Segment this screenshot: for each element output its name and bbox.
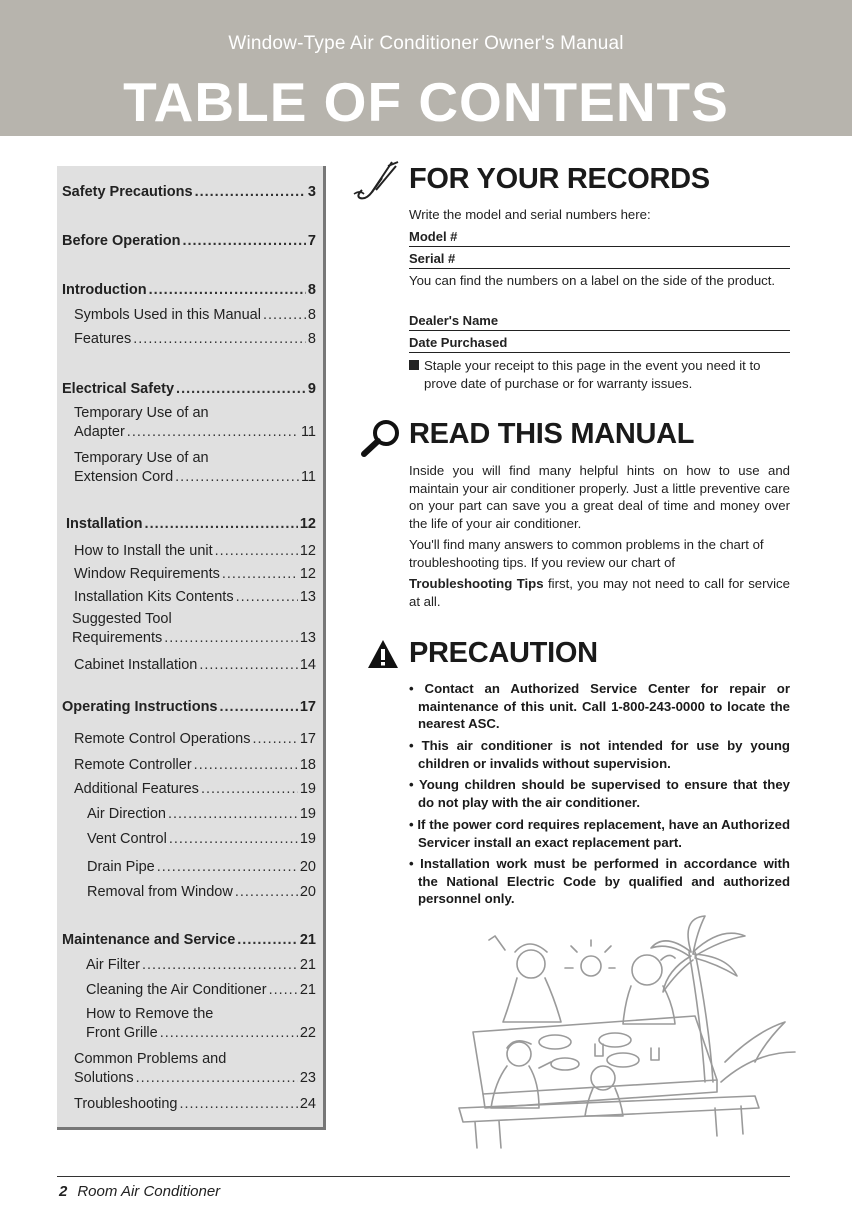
date-purchased-field: Date Purchased [409, 335, 790, 353]
precaution-title: PRECAUTION [409, 637, 598, 669]
toc-entry[interactable] [74, 757, 316, 773]
toc-entry-label-line [86, 1006, 213, 1022]
toc-entry-label: Symbols Used in this Manual [74, 307, 261, 323]
staple-text: Staple your receipt to this page in the event you need it to prove date of purchase or for warranty issues. [424, 358, 761, 391]
toc-entry-label: Front Grille [86, 1025, 158, 1041]
label-note: You can find the numbers on a label on the side of the product. [409, 273, 776, 288]
toc-entry-label-line [72, 611, 172, 627]
toc-entry-label: Requirements [72, 630, 163, 646]
toc-entry[interactable] [86, 957, 316, 973]
toc-entry-page: 17 [299, 731, 316, 747]
toc-entry-page: 9 [307, 381, 316, 397]
toc-leader-dots [127, 424, 299, 440]
toc-leader-dots [160, 1025, 298, 1041]
toc-entry-page: 3 [307, 184, 316, 200]
page-header [0, 0, 852, 136]
manual-paragraph-2: You'll find many answers to common problems in the chart of troubleshooting tips. If you review our chart of [409, 537, 764, 570]
footer-divider [57, 1176, 790, 1177]
toc-entry[interactable] [74, 731, 316, 747]
records-intro: Write the model and serial numbers here: [409, 207, 651, 222]
toc-leader-dots [237, 932, 298, 948]
toc-entry-page: 21 [299, 957, 316, 973]
toc-entry[interactable] [74, 566, 316, 582]
toc-entry[interactable] [87, 831, 316, 847]
toc-entry[interactable] [62, 184, 316, 200]
manual-subtitle: Window-Type Air Conditioner Owner's Manual [228, 33, 624, 54]
toc-entry[interactable] [74, 1096, 316, 1112]
toc-entry[interactable] [62, 932, 316, 948]
toc-entry-page: 7 [307, 233, 316, 249]
toc-entry[interactable] [62, 699, 316, 715]
toc-entry-page: 21 [299, 982, 316, 998]
precaution-item: • Installation work must be performed in accordance with the National Electric Code by qualified and authorized personnel only. [409, 856, 790, 906]
toc-leader-dots [269, 982, 298, 998]
toc-entry-page: 8 [307, 331, 316, 347]
family-picnic-illustration [455, 912, 800, 1152]
precaution-item: • Contact an Authorized Service Center for repair or maintenance of this unit. Call 1-800-243-0000 to locate the nearest ASC. [409, 681, 790, 731]
toc-leader-dots [195, 184, 306, 200]
toc-entry-label: Vent Control [87, 831, 167, 847]
toc-entry-label: Solutions [74, 1070, 134, 1086]
records-title: FOR YOUR RECORDS [409, 163, 710, 195]
toc-entry[interactable] [74, 781, 316, 797]
toc-entry-page: 8 [307, 307, 316, 323]
toc-leader-dots [168, 806, 298, 822]
toc-entry[interactable] [66, 516, 316, 532]
toc-entry-label: Introduction [62, 282, 147, 298]
toc-leader-dots [169, 831, 298, 847]
toc-entry-label: Installation Kits Contents [74, 589, 234, 605]
toc-leader-dots [235, 884, 298, 900]
toc-entry-label: Extension Cord [74, 469, 174, 485]
toc-entry[interactable] [74, 331, 316, 347]
toc-entry[interactable] [74, 1070, 316, 1086]
toc-entry-label: Additional Features [74, 781, 199, 797]
toc-entry[interactable] [62, 381, 316, 397]
toc-entry[interactable] [74, 424, 316, 440]
toc-entry-label: Electrical Safety [62, 381, 175, 397]
toc-entry[interactable] [87, 859, 316, 875]
model-field: Model # [409, 229, 790, 247]
dealer-field: Dealer's Name [409, 313, 790, 331]
toc-leader-dots [157, 859, 298, 875]
toc-entry-label: How to Install the unit [74, 543, 213, 559]
toc-leader-dots [236, 589, 298, 605]
manual-paragraph-1: Inside you will find many helpful hints on how to use and maintain your air conditioner properly. Just a little preventive care on your part can save you a great deal of time and money over the life of your air conditioner. [409, 463, 790, 531]
toc-entry[interactable] [87, 884, 316, 900]
toc-entry-page: 13 [299, 589, 316, 605]
toc-entry-label-line [74, 405, 209, 421]
toc-leader-dots [263, 307, 306, 323]
toc-entry[interactable] [74, 589, 316, 605]
staple-note [409, 357, 790, 392]
page-title: TABLE OF CONTENTS [123, 71, 729, 133]
toc-leader-dots [164, 630, 298, 646]
toc-entry-label: Air Filter [86, 957, 140, 973]
toc-entry-page: 19 [299, 806, 316, 822]
toc-entry-label: Drain Pipe [87, 859, 155, 875]
toc-entry-page: 19 [299, 781, 316, 797]
toc-entry[interactable] [74, 657, 316, 673]
toc-leader-dots [253, 731, 298, 747]
toc-entry-page: 22 [299, 1025, 316, 1041]
toc-entry-label: Window Requirements [74, 566, 220, 582]
toc-entry-page: 20 [299, 859, 316, 875]
table-of-contents [57, 166, 326, 1130]
toc-leader-dots [222, 566, 298, 582]
toc-leader-dots [220, 699, 298, 715]
toc-entry-page: 12 [299, 516, 316, 532]
toc-entry-label: Cleaning the Air Conditioner [86, 982, 267, 998]
toc-entry[interactable] [74, 307, 316, 323]
toc-entry-label: Common Problems and [74, 1051, 227, 1067]
toc-leader-dots [136, 1070, 298, 1086]
toc-entry-page: 20 [299, 884, 316, 900]
toc-entry-page: 23 [299, 1070, 316, 1086]
toc-entry-label: Troubleshooting [74, 1096, 178, 1112]
toc-entry-page: 13 [299, 630, 316, 646]
toc-entry-label: Temporary Use of an [74, 450, 209, 466]
toc-leader-dots [201, 781, 298, 797]
warning-icon [366, 638, 400, 670]
toc-entry-page: 11 [300, 424, 316, 440]
toc-entry[interactable] [86, 982, 316, 998]
toc-entry-label: Air Direction [87, 806, 166, 822]
toc-entry-label: Temporary Use of an [74, 405, 209, 421]
precaution-item: • This air conditioner is not intended for use by young children or invalids without supervision. [409, 738, 790, 771]
toc-entry-page: 17 [299, 699, 316, 715]
toc-entry-label: How to Remove the [86, 1006, 214, 1022]
toc-entry-page: 14 [299, 657, 316, 673]
toc-leader-dots [176, 381, 306, 397]
toc-entry-page: 19 [299, 831, 316, 847]
magnifier-icon [360, 418, 404, 458]
toc-entry[interactable] [87, 806, 316, 822]
toc-entry-label: Adapter [74, 424, 125, 440]
page-number: 2 [59, 1183, 68, 1200]
toc-leader-dots [199, 657, 298, 673]
toc-entry-label: Before Operation [62, 233, 181, 249]
toc-leader-dots [142, 957, 298, 973]
toc-entry-page: 21 [299, 932, 316, 948]
toc-entry-page: 12 [299, 566, 316, 582]
footer-text: Room Air Conditioner [77, 1183, 221, 1200]
toc-entry-label: Remote Controller [74, 757, 192, 773]
toc-leader-dots [175, 469, 299, 485]
toc-entry[interactable] [74, 543, 316, 559]
toc-entry-label: Maintenance and Service [62, 932, 236, 948]
toc-leader-dots [179, 1096, 297, 1112]
toc-leader-dots [149, 282, 306, 298]
toc-entry-label: Features [74, 331, 132, 347]
toc-entry-label: Suggested Tool [72, 611, 172, 627]
page-footer [59, 1183, 220, 1200]
toc-leader-dots [182, 233, 305, 249]
toc-entry-label-line [74, 450, 209, 466]
toc-entry[interactable] [62, 233, 316, 249]
manual-paragraph-3 [409, 575, 790, 610]
serial-field: Serial # [409, 251, 790, 269]
toc-entry-label: Safety Precautions [62, 184, 193, 200]
precaution-item: • If the power cord requires replacement, have an Authorized Servicer install an exact replacement part. [409, 817, 790, 850]
toc-leader-dots [194, 757, 298, 773]
toc-leader-dots [133, 331, 306, 347]
toc-entry-page: 11 [300, 469, 316, 485]
toc-entry-label: Remote Control Operations [74, 731, 251, 747]
toc-leader-dots [145, 516, 298, 532]
toc-entry-label: Operating Instructions [62, 699, 218, 715]
manual-title: READ THIS MANUAL [409, 418, 695, 450]
toc-entry-label: Installation [66, 516, 143, 532]
toc-entry[interactable] [72, 630, 316, 646]
toc-entry[interactable] [74, 469, 316, 485]
toc-entry[interactable] [86, 1025, 316, 1041]
toc-entry-page: 18 [299, 757, 316, 773]
troubleshooting-tips-bold: Troubleshooting Tips [409, 576, 544, 591]
precaution-item: • Young children should be supervised to ensure that they do not play with the air conditioner. [409, 777, 790, 810]
toc-entry-page: 8 [307, 282, 316, 298]
toc-entry[interactable] [62, 282, 316, 298]
manual-paragraph-3-rest: first, you may not need to call for service at all. [409, 576, 790, 609]
toc-entry-label-line [74, 1051, 226, 1067]
toc-entry-page: 24 [299, 1096, 316, 1112]
toc-leader-dots [215, 543, 298, 559]
toc-entry-label: Removal from Window [87, 884, 233, 900]
square-bullet-icon [409, 360, 419, 370]
toc-entry-label: Cabinet Installation [74, 657, 198, 673]
pen-icon [352, 160, 404, 202]
toc-entry-page: 12 [299, 543, 316, 559]
